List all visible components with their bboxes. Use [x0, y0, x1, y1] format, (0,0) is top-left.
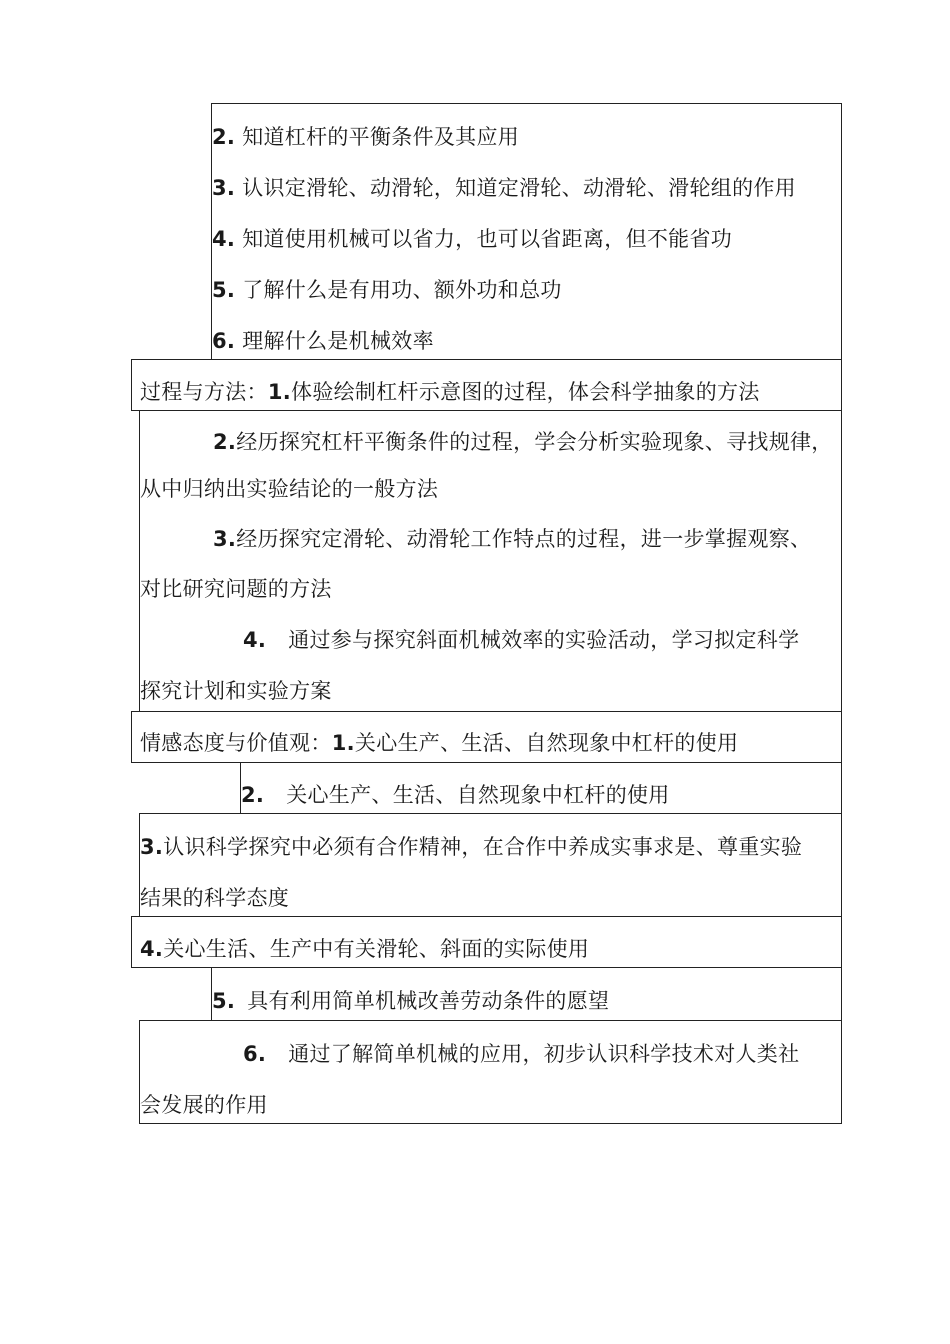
item-text: 了解什么是有用功、额外功和总功: [242, 278, 562, 302]
item-number: 6.: [212, 329, 236, 353]
emotion-item-3-line2: [140, 886, 289, 910]
emotion-item-5: [212, 989, 609, 1013]
item-text: 认识科学探究中必须有合作精神，在合作中养成实事求是、尊重实验: [163, 835, 803, 859]
item-number: 2.: [241, 783, 265, 807]
emotion-heading-label: 情感态度与价值观：: [140, 731, 332, 755]
emotion-item-6-line2: [140, 1093, 268, 1117]
item-text: 经历探究杠杆平衡条件的过程，学会分析实验现象、寻找规律，: [236, 430, 833, 454]
item-number: 4.: [243, 628, 267, 652]
item-text: 体验绘制杠杆示意图的过程，体会科学抽象的方法: [291, 380, 760, 404]
item-number: 1.: [331, 731, 355, 755]
process-item-3-line1: [213, 527, 811, 551]
emotion-item-2: [241, 783, 670, 807]
item-text: 具有利用简单机械改善劳动条件的愿望: [247, 989, 610, 1013]
item-text: 关心生产、生活、自然现象中杠杆的使用: [354, 731, 739, 755]
process-item-3-line2: [140, 577, 332, 601]
item-number: 2.: [212, 125, 236, 149]
item-number: 1.: [267, 380, 292, 404]
item-text: 理解什么是机械效率: [242, 329, 434, 353]
item-number: 3.: [213, 527, 237, 551]
item-number: 5.: [212, 278, 236, 302]
process-item-4-line1: [243, 628, 799, 652]
item-number: 5.: [212, 989, 236, 1013]
item-number: 4.: [140, 937, 164, 961]
knowledge-item-6: [212, 329, 434, 353]
process-item-2-line2: [140, 477, 438, 501]
knowledge-item-3: [212, 176, 796, 200]
item-text: 通过参与探究斜面机械效率的实验活动，学习拟定科学: [288, 628, 800, 652]
item-text: 知道杠杆的平衡条件及其应用: [242, 125, 520, 149]
process-heading-label: 过程与方法：: [140, 380, 268, 404]
item-text: 探究计划和实验方案: [140, 679, 332, 703]
item-number: 2.: [213, 430, 237, 454]
item-text: 通过了解简单机械的应用，初步认识科学技术对人类社: [288, 1042, 800, 1066]
item-text: 认识定滑轮、动滑轮，知道定滑轮、动滑轮、滑轮组的作用: [242, 176, 796, 200]
emotion-heading: [140, 731, 738, 755]
item-number: 6.: [243, 1042, 267, 1066]
item-number: 4.: [212, 227, 236, 251]
process-heading: [140, 380, 760, 404]
item-number: 3.: [140, 835, 164, 859]
emotion-item-3-line1: [140, 835, 802, 859]
item-text: 知道使用机械可以省力，也可以省距离，但不能省功: [242, 227, 733, 251]
item-text: 从中归纳出实验结论的一般方法: [140, 477, 439, 501]
item-text: 经历探究定滑轮、动滑轮工作特点的过程，进一步掌握观察、: [236, 527, 812, 551]
item-text: 对比研究问题的方法: [140, 577, 332, 601]
item-text: 关心生活、生产中有关滑轮、斜面的实际使用: [163, 937, 590, 961]
knowledge-item-2: [212, 125, 519, 149]
item-text: 关心生产、生活、自然现象中杠杆的使用: [286, 783, 670, 807]
item-text: 结果的科学态度: [140, 886, 290, 910]
process-item-4-line2: [140, 679, 332, 703]
emotion-item-6-line1: [243, 1042, 799, 1066]
process-item-2-line1: [213, 430, 833, 454]
knowledge-item-4: [212, 227, 732, 251]
process-items-box: [139, 410, 842, 712]
item-text: 会发展的作用: [140, 1093, 268, 1117]
emotion-item-4: [140, 937, 589, 961]
knowledge-item-5: [212, 278, 562, 302]
item-number: 3.: [212, 176, 236, 200]
